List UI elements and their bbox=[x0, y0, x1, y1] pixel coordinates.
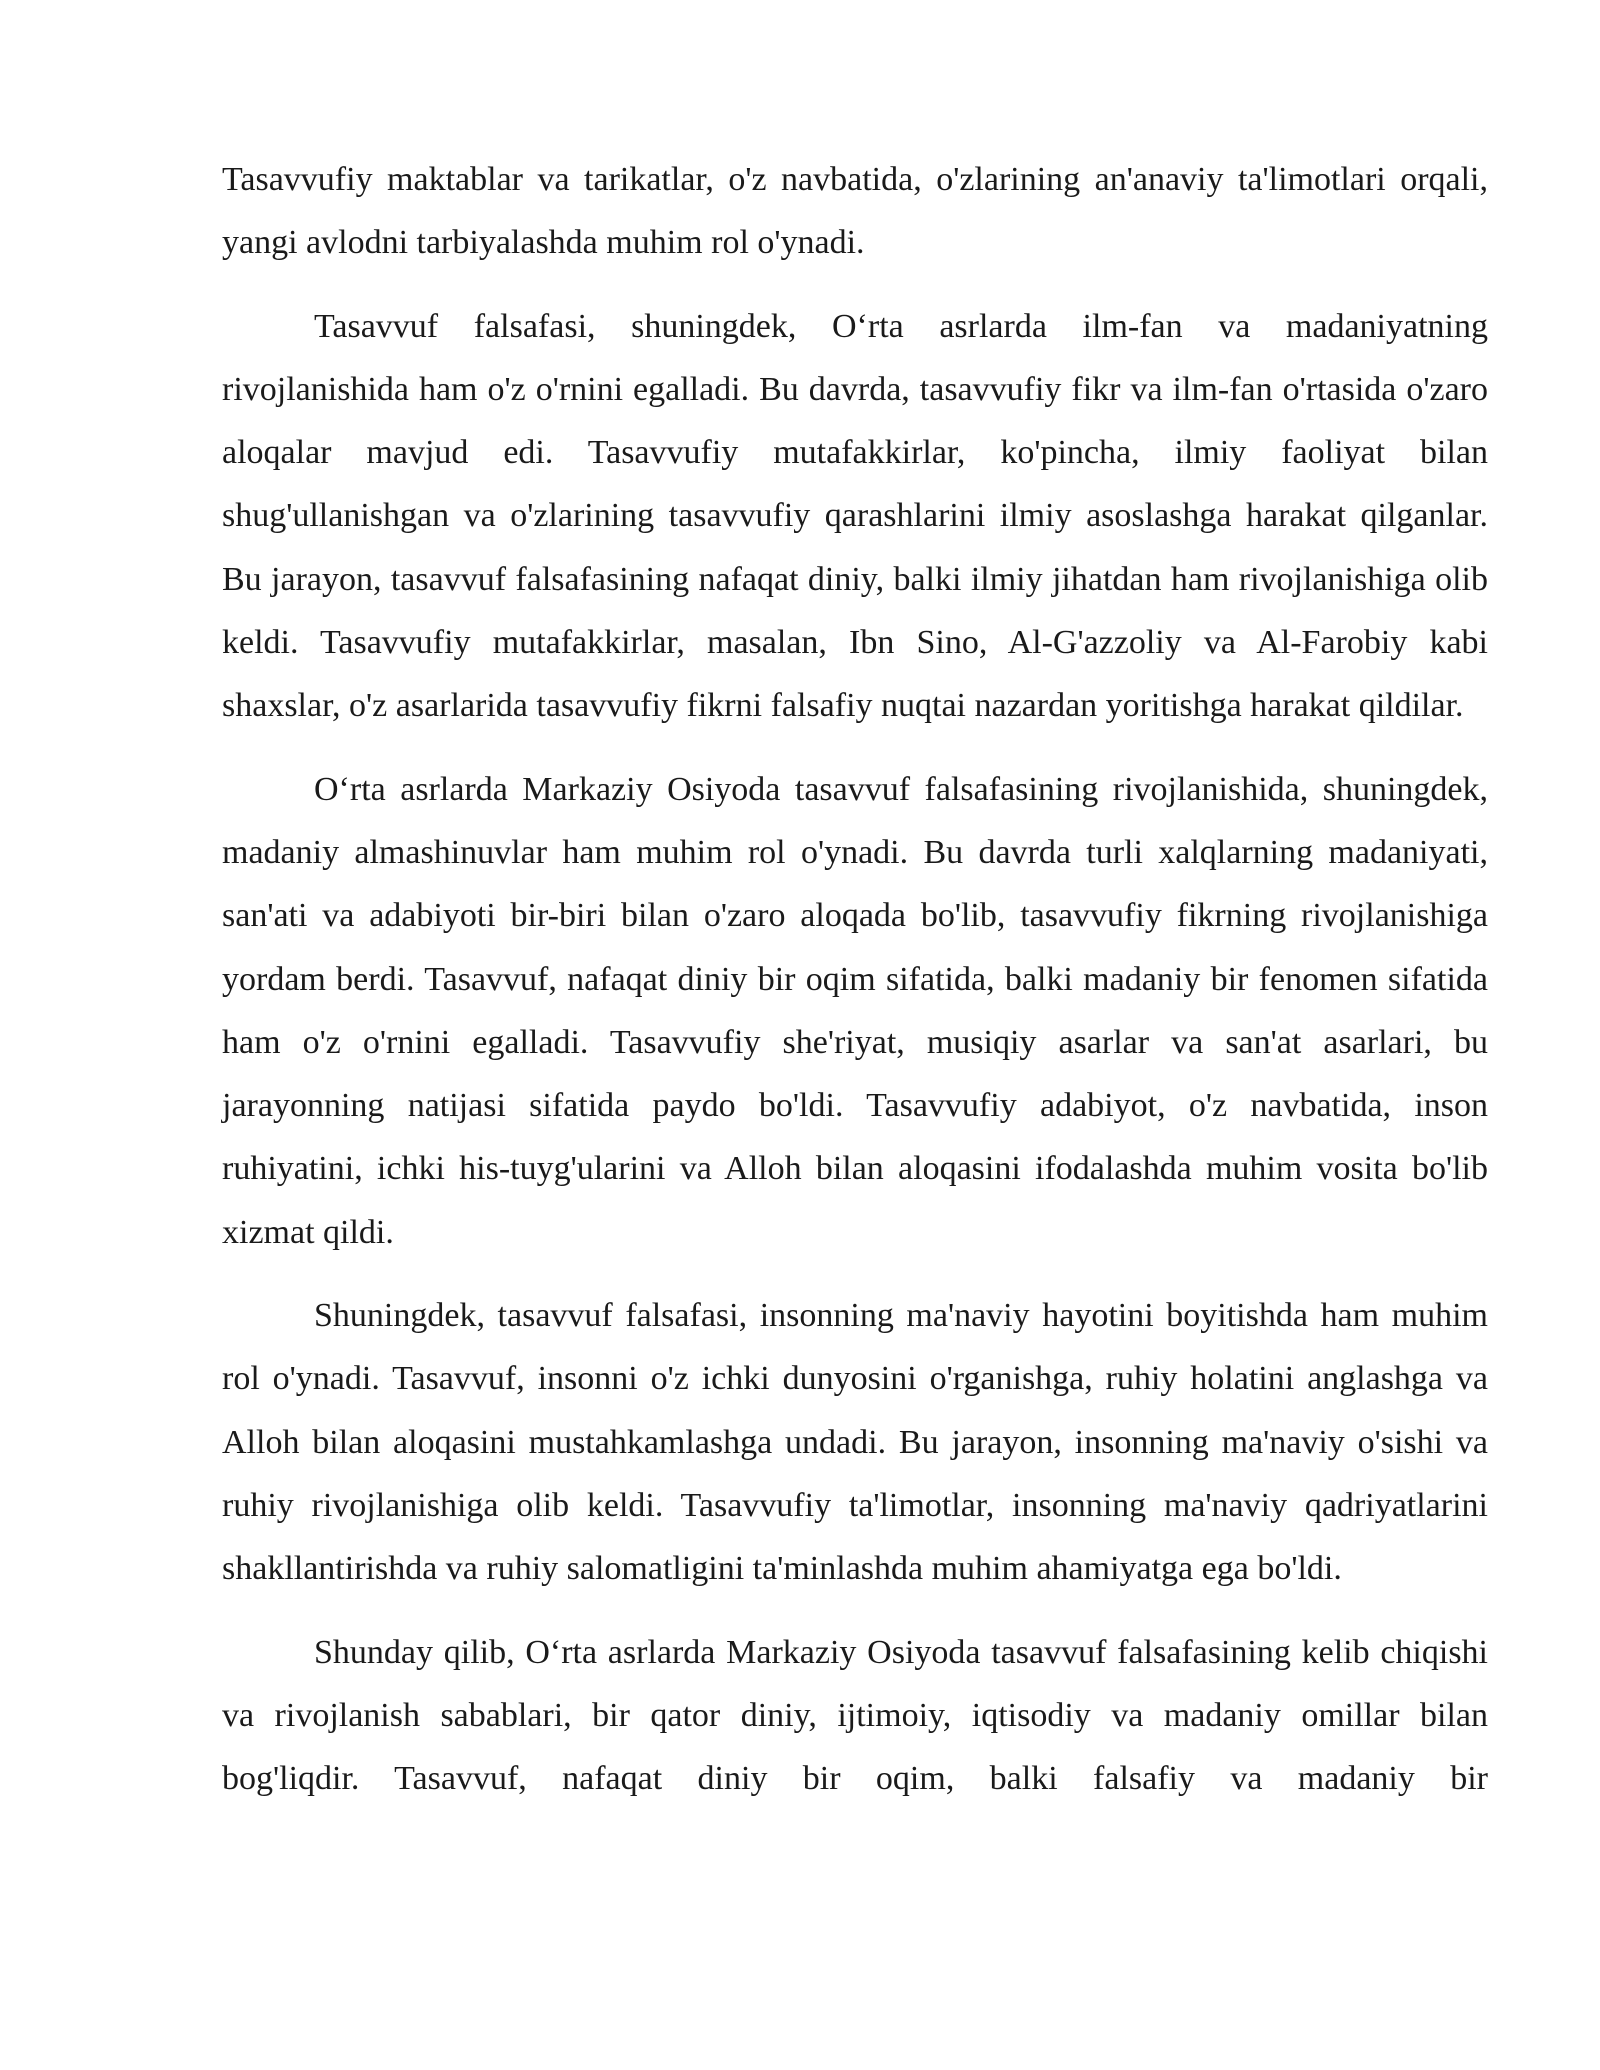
paragraph-4: Shuningdek, tasavvuf falsafasi, insonning ma'naviy hayotini boyitishda ham muhim rol o'ynadi. Tasavvuf, insonni o'z ichki dunyosini o'rganishga, ruhiy holatini anglashga va Alloh bilan aloqasini mustahkamlashga undadi. Bu jarayon, insonning ma'naviy o'sishi va ruhiy rivojlanishiga olib keldi. Tasavvufiy ta'limotlar, insonning ma'naviy qadriyatlarini shakllantirishda va ruhiy salomatligini ta'minlashda muhim ahamiyatga ega bo'ldi. bbox=[222, 1297, 1488, 1588]
paragraph-3: O‘rta asrlarda Markaziy Osiyoda tasavvuf falsafasining rivojlanishida, shuningdek, madaniy almashinuvlar ham muhim rol o'ynadi. Bu davrda turli xalqlarning madaniyati, san'ati va adabiyoti bir-biri bilan o'zaro aloqada bo'lib, tasavvufiy fikrning rivojlanishiga yordam berdi. Tasavvuf, nafaqat diniy bir oqim sifatida, balki madaniy bir fenomen sifatida ham o'z o'rnini egalladi. Tasavvufiy she'riyat, musiqiy asarlar va san'at asarlari, bu jarayonning natijasi sifatida paydo bo'ldi. Tasavvufiy adabiyot, o'z navbatida, inson ruhiyatini, ichki his-tuyg'ularini va Alloh bilan aloqasini ifodalashda muhim vosita bo'lib xizmat qildi. bbox=[222, 770, 1488, 1251]
paragraph-5: Shunday qilib, O‘rta asrlarda Markaziy Osiyoda tasavvuf falsafasining kelib chiqishi va rivojlanish sabablari, bir qator diniy, ijtimoiy, iqtisodiy va madaniy omillar bilan bog'liqdir. Tasavvuf, nafaqat diniy bir oqim, balki falsafiy va madaniy bir bbox=[222, 1633, 1488, 1798]
paragraph-1: Tasavvufiy maktablar va tarikatlar, o'z navbatida, o'zlarining an'anaviy ta'limotlari orqali, yangi avlodni tarbiyalashda muhim rol o'ynadi. bbox=[222, 161, 1488, 262]
document-body bbox=[222, 148, 1488, 1830]
paragraph-2: Tasavvuf falsafasi, shuningdek, O‘rta asrlarda ilm-fan va madaniyatning rivojlanishida ham o'z o'rnini egalladi. Bu davrda, tasavvufiy fikr va ilm-fan o'rtasida o'zaro aloqalar mavjud edi. Tasavvufiy mutafakkirlar, ko'pincha, ilmiy faoliyat bilan shug'ullanishgan va o'zlarining tasavvufiy qarashlarini ilmiy asoslashga harakat qilganlar. Bu jarayon, tasavvuf falsafasining nafaqat diniy, balki ilmiy jihatdan ham rivojlanishiga olib keldi. Tasavvufiy mutafakkirlar, masalan, Ibn Sino, Al-G'azzoliy va Al-Farobiy kabi shaxslar, o'z asarlarida tasavvufiy fikrni falsafiy nuqtai nazardan yoritishga harakat qildilar. bbox=[222, 307, 1488, 725]
